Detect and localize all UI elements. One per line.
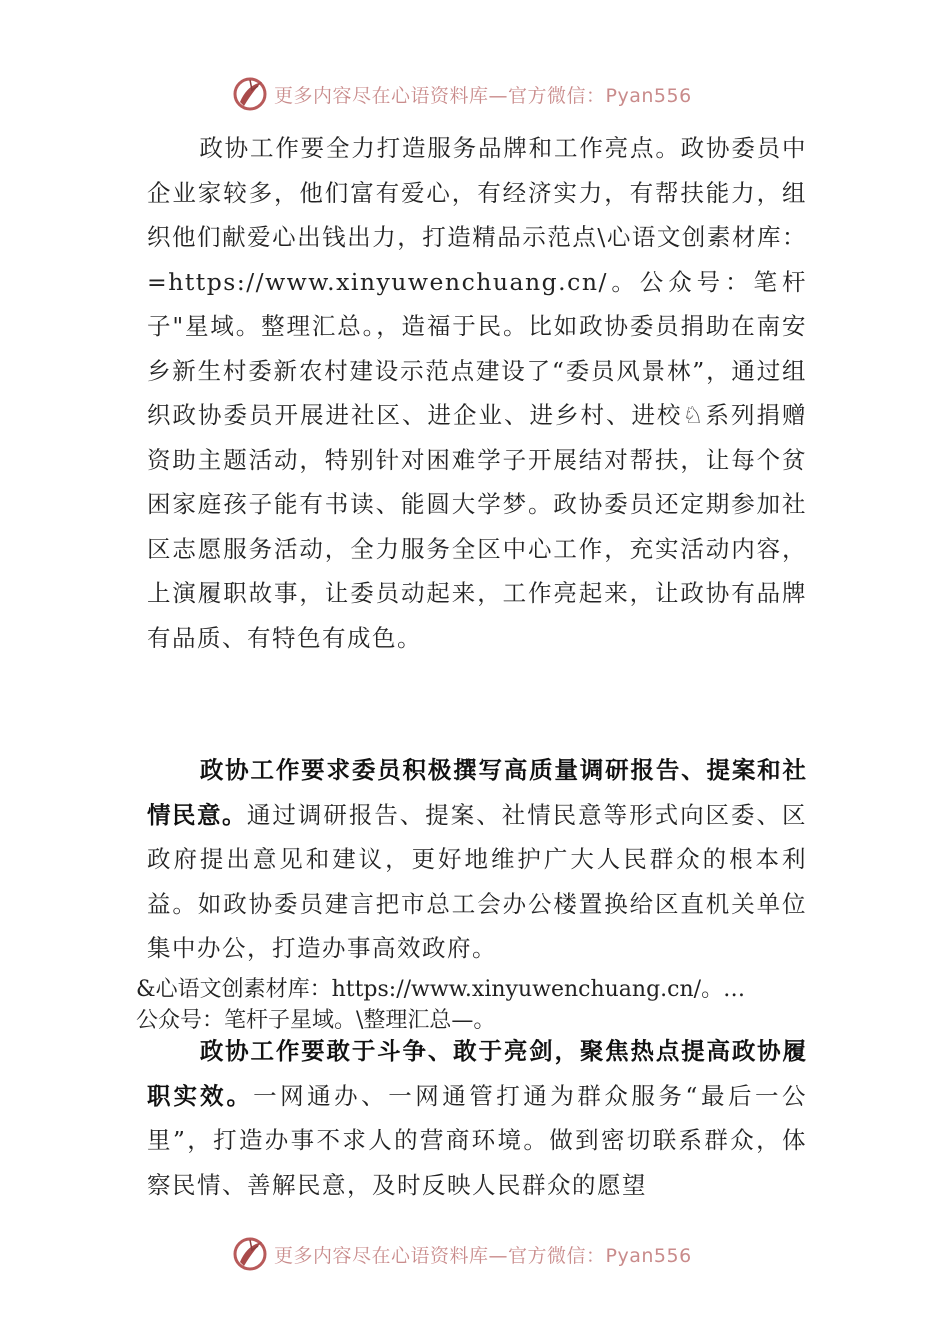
paragraph-research-body: 通过调研报告、提案、社情民意等形式向区委、区政府提出意见和建议，更好地维护广大人民群众的根本利益。如政协委员建言把市总工会办公楼置换给区直机关单位集中办公，打造办事高效政府。 — [147, 800, 808, 962]
paragraph-research — [147, 748, 807, 971]
watermark-text: 更多内容尽在心语资料库—官方微信：Pyan556 — [274, 84, 692, 107]
footer-watermark — [232, 1234, 692, 1274]
watermark-text: 更多内容尽在心语资料库—官方微信：Pyan556 — [274, 1244, 692, 1267]
source-note-line2: 公众号：笔杆子星域。\整理汇总—。 — [136, 1008, 496, 1033]
paragraph-research-heading: 政协工作要求委员积极撰写高质量调研报告、提案和社情民意。 — [147, 756, 807, 829]
paragraph-brand — [147, 126, 807, 660]
header-watermark — [232, 74, 692, 114]
paragraph-struggle — [147, 1029, 807, 1207]
brush-logo-icon — [232, 1236, 268, 1272]
source-note-line1: &心语文创素材库：https://www.xinyuwenchuang.cn/。… — [136, 977, 746, 1002]
paragraph-brand-text: 政协工作要全力打造服务品牌和工作亮点。政协委员中企业家较多，他们富有爱心，有经济实力，有帮扶能力，组织他们献爱心出钱出力，打造精品示范点\心语文创素材库：=https://www.xinyuwenchuang.cn/。公众号：笔杆子"星域。整理汇总。，造福于民。比如政协委员捐助在南安乡新生村委新农村建设示范点建设了“委员风景林”，通过组织政协委员开展进社区、进企业、进乡村、进校♘系列捐赠资助主题活动，特别针对困难学子开展结对帮扶，让每个贫困家庭孩子能有书读、能圆大学梦。政协委员还定期参加社区志愿服务活动，全力服务全区中心工作，充实活动内容， 上演履职故事，让委员动起来，工作亮起来，让政协有品牌有品质、有特色有成色。 — [147, 134, 807, 652]
paragraph-struggle-heading: 政协工作要敢于斗争、敢于亮剑，聚焦热点提高政协履职实效。 — [147, 1037, 807, 1110]
paragraph-struggle-body: 一网通办、一网通管打通为群众服务“最后一公里”，打造办事不求人的营商环境。做到密切联系群众，体察民情、善解民意，及时反映人民群众的愿望 — [147, 1081, 808, 1199]
brush-logo-icon — [232, 76, 268, 112]
